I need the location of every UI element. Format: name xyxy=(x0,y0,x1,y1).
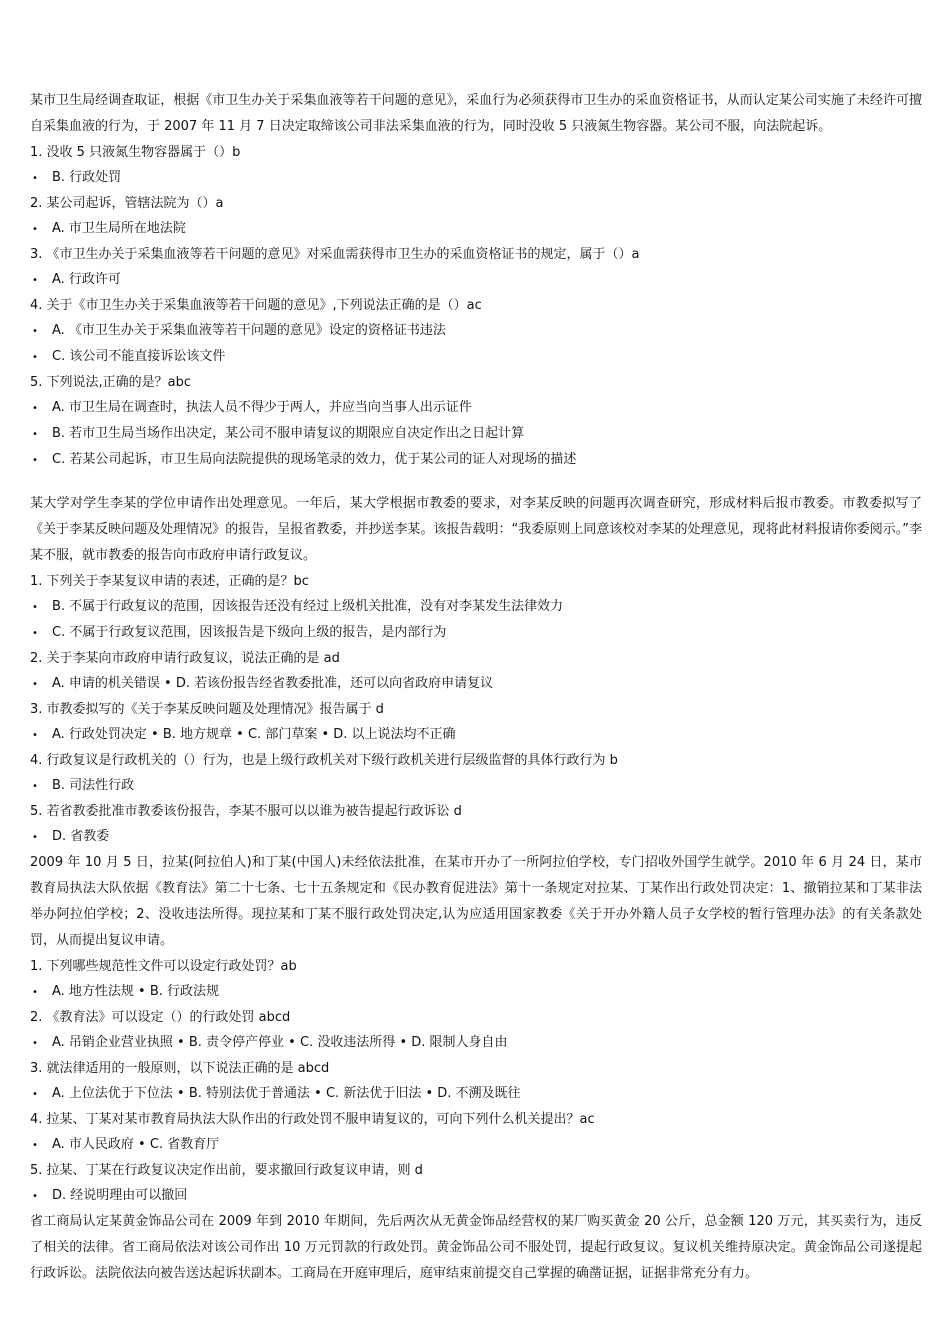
case-paragraph-1: 某市卫生局经调查取证，根据《市卫生办关于采集血液等若干问题的意见》，采血行为必须获得市卫生办的采血资格证书，从而认定某公司实施了未经许可擅自采集血液的行为，于 2007 年 11 月 7 日决定取缔该公司非法采集血液的行为，同时没收 5 只液氮生物容器。某公司不服，向法院起诉。 xyxy=(30,93,922,134)
bullet-icon: • xyxy=(32,781,38,792)
bullet-icon: • xyxy=(32,1038,38,1049)
answer-option: • A. 行政许可 xyxy=(30,267,922,293)
bullet-icon: • xyxy=(32,987,38,998)
answer-option: • A. 吊销企业营业执照 • B. 责令停产停业 • C. 没收违法所得 • D. 限制人身自由 xyxy=(30,1030,922,1056)
answer-option: • B. 行政处罚 xyxy=(30,165,922,191)
bullet-icon: • xyxy=(32,1089,38,1100)
question: 3. 市教委拟写的《关于李某反映问题及处理情况》报告属于 d xyxy=(30,702,384,717)
bullet-icon: • xyxy=(32,1191,38,1202)
question: 4. 关于《市卫生办关于采集血液等若干问题的意见》,下列说法正确的是（）ac xyxy=(30,298,482,313)
question: 4. 拉某、丁某对某市教育局执法大队作出的行政处罚不服申请复议的，可向下列什么机关提出？ac xyxy=(30,1112,595,1127)
answer-option: • B. 不属于行政复议的范围，因该报告还没有经过上级机关批准，没有对李某发生法律效力 xyxy=(30,594,922,620)
answer-option: • A. 行政处罚决定 • B. 地方规章 • C. 部门草案 • D. 以上说法均不正确 xyxy=(30,722,922,748)
answer-option: • A. 市人民政府 • C. 省教育厅 xyxy=(30,1132,922,1158)
bullet-icon: • xyxy=(32,224,38,235)
answer-option: • A. 市卫生局所在地法院 xyxy=(30,216,922,242)
answer-option: • C. 该公司不能直接诉讼该文件 xyxy=(30,344,922,370)
question: 3. 就法律适用的一般原则，以下说法正确的是 abcd xyxy=(30,1061,330,1076)
question: 2. 关于李某向市政府申请行政复议，说法正确的是 ad xyxy=(30,651,340,666)
answer-option: • A. 《市卫生办关于采集血液等若干问题的意见》设定的资格证书违法 xyxy=(30,318,922,344)
bullet-icon: • xyxy=(32,173,38,184)
question: 2. 《教育法》可以设定（）的行政处罚 abcd xyxy=(30,1010,291,1025)
bullet-icon: • xyxy=(32,730,38,741)
case-paragraph-3: 2009 年 10 月 5 日，拉某(阿拉伯人)和丁某(中国人)未经依法批准，在某市开办了一所阿拉伯学校，专门招收外国学生就学。2010 年 6 月 24 日，某市教育局执法大队依据《教育法》第二十七条、七十五条规定和《民办教育促进法》第十一条规定对拉某、丁某作出行政处罚决定：1、撤销拉某和丁某非法举办阿拉伯学校；2、没收违法所得。现拉某和丁某不服行政处罚决定,认为应适用国家教委《关于开办外籍人员子女学校的暂行管理办法》的有关条款处罚，从而提出复议申请。 xyxy=(30,855,922,948)
question: 5. 拉某、丁某在行政复议决定作出前，要求撤回行政复议申请，则 d xyxy=(30,1163,423,1178)
answer-option: • A. 市卫生局在调查时，执法人员不得少于两人，并应当向当事人出示证件 xyxy=(30,395,922,421)
case-paragraph-2: 某大学对学生李某的学位申请作出处理意见。一年后，某大学根据市教委的要求，对李某反映的问题再次调查研究，形成材料后报市教委。市教委拟写了《关于李某反映问题及处理情况》的报告，呈报省教委，并抄送李某。该报告载明：“我委原则上同意该校对李某的处理意见，现将此材料报请你委阅示。”李某不服，就市教委的报告向市政府申请行政复议。 xyxy=(30,496,922,563)
question: 3. 《市卫生办关于采集血液等若干问题的意见》对采血需获得市卫生办的采血资格证书的规定，属于（）a xyxy=(30,247,640,262)
question: 5. 若省教委批准市教委该份报告，李某不服可以以谁为被告提起行政诉讼 d xyxy=(30,804,462,819)
bullet-icon: • xyxy=(32,352,38,363)
question: 1. 下列关于李某复议申请的表述，正确的是？bc xyxy=(30,574,309,589)
document-page xyxy=(30,88,922,1287)
answer-option: • B. 司法性行政 xyxy=(30,773,922,799)
answer-option: • A. 申请的机关错误 • D. 若该份报告经省教委批准，还可以向省政府申请复议 xyxy=(30,671,922,697)
answer-option: • C. 若某公司起诉，市卫生局向法院提供的现场笔录的效力，优于某公司的证人对现场的描述 xyxy=(30,447,922,473)
section-gap xyxy=(30,473,922,491)
bullet-icon: • xyxy=(32,326,38,337)
answer-option: • A. 地方性法规 • B. 行政法规 xyxy=(30,979,922,1005)
bullet-icon: • xyxy=(32,455,38,466)
bullet-icon: • xyxy=(32,403,38,414)
question: 1. 没收 5 只液氮生物容器属于（）b xyxy=(30,145,241,160)
bullet-icon: • xyxy=(32,679,38,690)
question: 4. 行政复议是行政机关的（）行为，也是上级行政机关对下级行政机关进行层级监督的具体行政行为 b xyxy=(30,753,618,768)
bullet-icon: • xyxy=(32,1140,38,1151)
answer-option: • D. 省教委 xyxy=(30,824,922,850)
answer-option: • C. 不属于行政复议范围，因该报告是下级向上级的报告，是内部行为 xyxy=(30,620,922,646)
bullet-icon: • xyxy=(32,832,38,843)
bullet-icon: • xyxy=(32,275,38,286)
question: 5. 下列说法,正确的是？abc xyxy=(30,375,192,390)
answer-option: • B. 若市卫生局当场作出决定，某公司不服申请复议的期限应自决定作出之日起计算 xyxy=(30,421,922,447)
bullet-icon: • xyxy=(32,628,38,639)
question: 2. 某公司起诉，管辖法院为（）a xyxy=(30,196,224,211)
bullet-icon: • xyxy=(32,429,38,440)
answer-option: • D. 经说明理由可以撤回 xyxy=(30,1183,922,1209)
case-paragraph-4: 省工商局认定某黄金饰品公司在 2009 年到 2010 年期间，先后两次从无黄金饰品经营权的某厂购买黄金 20 公斤，总金额 120 万元，其买卖行为，违反了相关的法律。省工商局依法对该公司作出 10 万元罚款的行政处罚。黄金饰品公司不服处罚，提起行政复议。复议机关维持原决定。黄金饰品公司遂提起行政诉讼。法院依法向被告送达起诉状副本。工商局在开庭审理后，庭审结束前提交自己掌握的确凿证据，证据非常充分有力。 xyxy=(30,1214,922,1281)
answer-option: • A. 上位法优于下位法 • B. 特别法优于普通法 • C. 新法优于旧法 • D. 不溯及既往 xyxy=(30,1081,922,1107)
question: 1. 下列哪些规范性文件可以设定行政处罚？ab xyxy=(30,959,297,974)
bullet-icon: • xyxy=(32,602,38,613)
